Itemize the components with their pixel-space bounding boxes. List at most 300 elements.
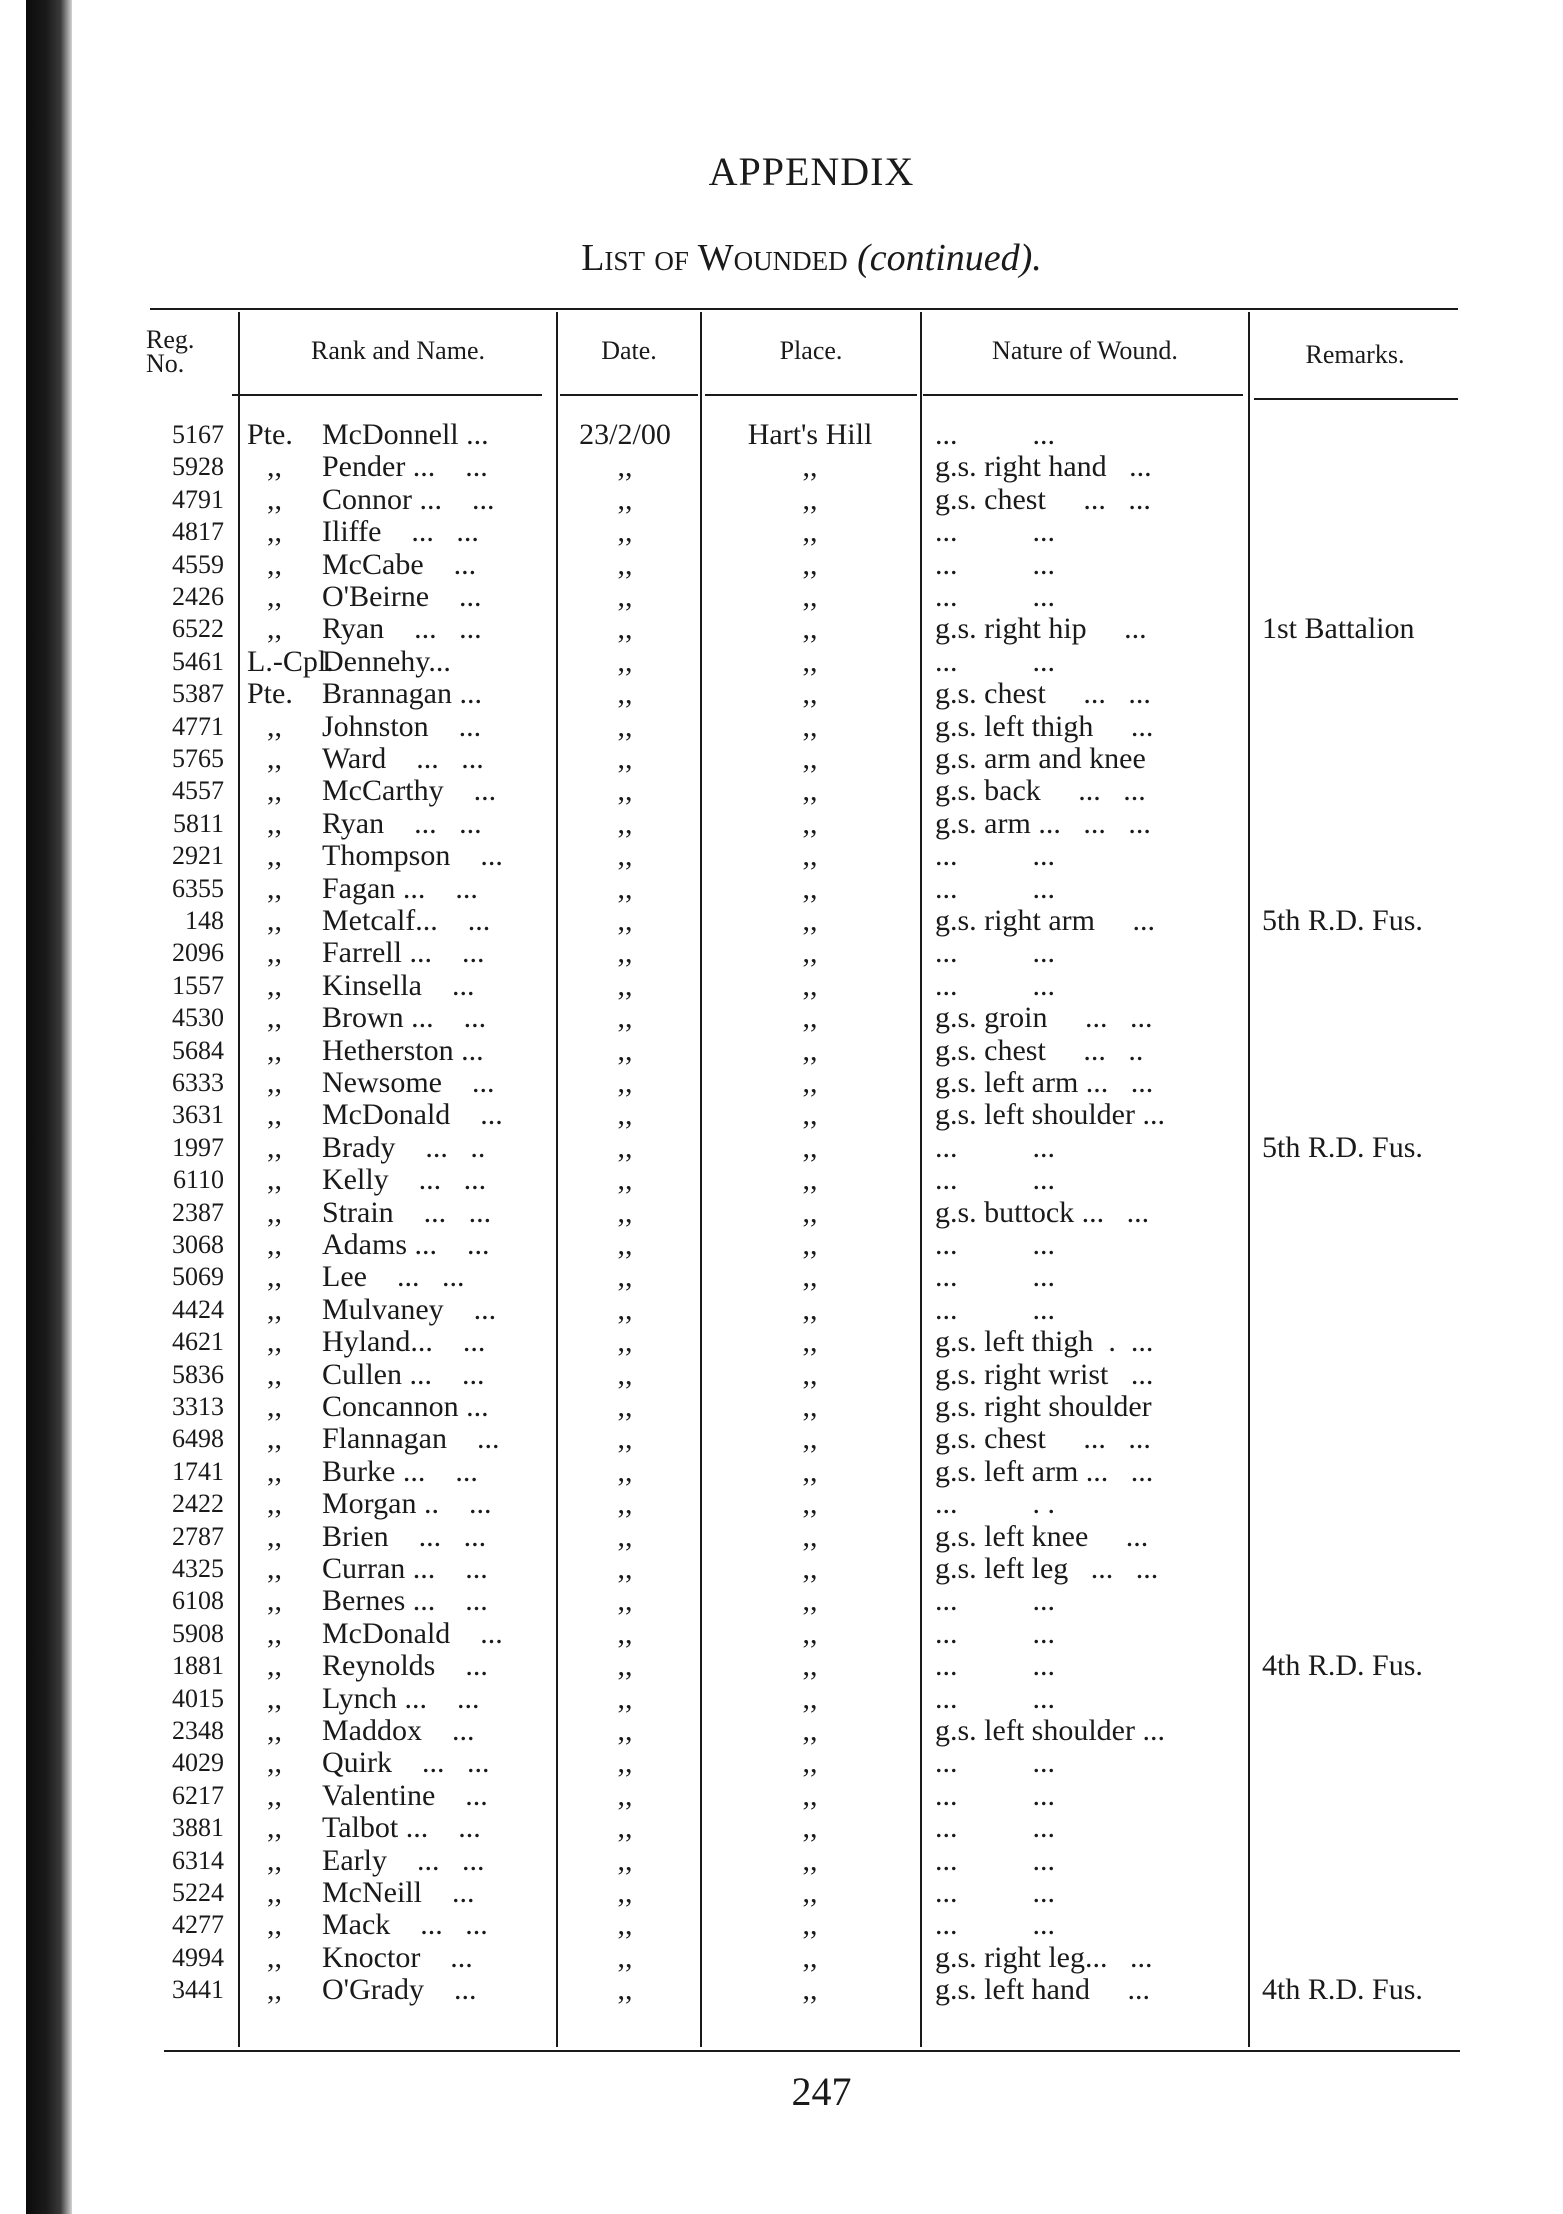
wound-cell: ... ... [935, 1130, 1055, 1164]
reg-cell: 5836 [172, 1359, 224, 1389]
name-cell: Brown ... ... [322, 1001, 487, 1035]
rank-cell: ,, [267, 1681, 282, 1715]
date-cell: ,, [617, 1098, 633, 1132]
date-cell: 23/2/00 [579, 418, 671, 451]
rank-cell: ,, [267, 806, 282, 840]
date-cell: ,, [617, 644, 633, 678]
wound-cell: ... ... [935, 1260, 1055, 1294]
wound-cell: ... ... [935, 1908, 1055, 1942]
wound-cell: g.s. right wrist ... [935, 1357, 1154, 1391]
date-cell: ,, [617, 1616, 633, 1650]
table-row [0, 1390, 1563, 1422]
wound-cell: ... ... [935, 1843, 1055, 1877]
reg-cell: 2921 [172, 841, 224, 871]
name-cell: Reynolds ... [322, 1649, 488, 1683]
reg-cell: 5811 [172, 808, 224, 838]
table-row [0, 1293, 1563, 1325]
wound-cell: g.s. left knee ... [935, 1519, 1149, 1553]
reg-cell: 2096 [172, 938, 224, 968]
date-cell: ,, [617, 677, 633, 711]
place-cell: ,, [802, 1487, 818, 1521]
name-cell: Maddox ... [322, 1714, 475, 1747]
rank-cell: ,, [267, 1940, 282, 1974]
rank-cell: ,, [267, 1519, 282, 1553]
reg-cell: 6108 [172, 1586, 224, 1616]
rank-cell: ,, [267, 1778, 282, 1812]
date-cell: ,, [617, 871, 633, 905]
date-cell: ,, [617, 709, 633, 743]
reg-cell: 3441 [172, 1975, 224, 2005]
table-row [0, 1584, 1563, 1616]
table-row [0, 1520, 1563, 1552]
rank-cell: ,, [267, 1552, 282, 1585]
date-cell: ,, [617, 1908, 633, 1942]
place-cell: Hart's Hill [747, 418, 873, 451]
name-cell: Morgan .. ... [322, 1487, 492, 1521]
wound-cell: g.s. groin ... ... [935, 1001, 1153, 1035]
name-cell: Newsome ... [322, 1066, 495, 1099]
reg-cell: 6110 [172, 1165, 224, 1195]
date-cell: ,, [617, 482, 633, 516]
reg-cell: 1557 [172, 970, 224, 1000]
header-place: Place. [779, 336, 843, 365]
table-row [0, 1649, 1563, 1681]
name-cell: Cullen ... ... [322, 1357, 485, 1391]
reg-cell: 4557 [172, 776, 224, 806]
reg-cell: 4791 [172, 484, 224, 514]
name-cell: Pender ... ... [322, 450, 488, 484]
table-row [0, 742, 1563, 774]
reg-cell: 2387 [172, 1197, 224, 1227]
name-cell: O'Grady ... [322, 1973, 477, 2007]
wound-cell: ... ... [935, 515, 1055, 549]
rank-cell: ,, [267, 742, 282, 775]
reg-cell: 4994 [172, 1942, 224, 1972]
name-cell: Ryan ... ... [322, 806, 482, 840]
table-row [0, 1001, 1563, 1033]
table-header-rule-place [705, 394, 917, 396]
name-cell: McDonald ... [322, 1098, 503, 1132]
wound-cell: g.s. chest ... .. [935, 1033, 1144, 1067]
remarks-cell: 4th R.D. Fus. [1262, 1973, 1423, 2007]
remarks-cell: 4th R.D. Fus. [1262, 1649, 1423, 1683]
place-cell: ,, [802, 1066, 818, 1099]
place-cell: ,, [802, 1681, 818, 1715]
rank-cell: ,, [267, 1973, 282, 2007]
rank-cell: Pte. [247, 677, 293, 711]
table-row [0, 839, 1563, 871]
rank-cell: ,, [267, 1033, 282, 1067]
header-nature-of-wound: Nature of Wound. [992, 336, 1178, 365]
wound-cell: ... ... [935, 968, 1055, 1002]
place-cell: ,, [802, 580, 818, 613]
table-row [0, 1325, 1563, 1357]
place-cell: ,, [802, 1876, 818, 1909]
table-row [0, 548, 1563, 580]
date-cell: ,, [617, 1422, 633, 1456]
table-row [0, 710, 1563, 742]
rank-cell: ,, [267, 1001, 282, 1035]
name-cell: Burke ... ... [322, 1454, 478, 1488]
name-cell: Flannagan ... [322, 1422, 500, 1456]
date-cell: ,, [617, 1033, 633, 1067]
reg-cell: 4325 [172, 1554, 224, 1583]
table-row [0, 1552, 1563, 1584]
place-cell: ,, [802, 1778, 818, 1812]
date-cell: ,, [617, 1195, 633, 1229]
rank-cell: ,, [267, 547, 282, 581]
date-cell: ,, [617, 515, 633, 549]
rank-cell: ,, [267, 1260, 282, 1294]
rank-cell: ,, [267, 1390, 282, 1423]
place-cell: ,, [802, 1195, 818, 1229]
name-cell: Curran ... ... [322, 1552, 488, 1585]
reg-cell: 6522 [172, 614, 224, 644]
name-cell: Ward ... ... [322, 742, 484, 775]
rank-cell: ,, [267, 1908, 282, 1942]
reg-cell: 5684 [172, 1035, 224, 1065]
reg-cell: 3881 [172, 1813, 224, 1843]
date-cell: ,, [617, 936, 633, 970]
header-remarks: Remarks. [1305, 340, 1405, 369]
wound-cell: g.s. left arm ... ... [935, 1066, 1154, 1099]
rank-cell: ,, [267, 1325, 282, 1359]
wound-cell: ... ... [935, 1163, 1055, 1197]
table-row [0, 1098, 1563, 1130]
subtitle-main: List of Wounded [581, 237, 848, 279]
name-cell: McCabe ... [322, 547, 477, 581]
table-top-rule [150, 308, 1458, 310]
table-row [0, 1876, 1563, 1908]
table-row [0, 1908, 1563, 1940]
place-cell: ,, [802, 612, 818, 646]
place-cell: ,, [802, 1584, 818, 1618]
table-row [0, 612, 1563, 644]
place-cell: ,, [802, 1390, 818, 1423]
table-row [0, 1131, 1563, 1163]
date-cell: ,, [617, 1778, 633, 1812]
table-row [0, 1455, 1563, 1487]
table-header-rule-wound [923, 394, 1243, 396]
place-cell: ,, [802, 1843, 818, 1877]
date-cell: ,, [617, 1001, 633, 1035]
wound-cell: g.s. left thigh . ... [935, 1325, 1154, 1359]
wound-cell: g.s. back ... ... [935, 774, 1146, 808]
rank-cell: ,, [267, 1163, 282, 1197]
place-cell: ,, [802, 1454, 818, 1488]
place-cell: ,, [802, 774, 818, 808]
date-cell: ,, [617, 1066, 633, 1099]
reg-cell: 5224 [172, 1878, 224, 1907]
table-row [0, 872, 1563, 904]
date-cell: ,, [617, 1973, 633, 2007]
place-cell: ,, [802, 1130, 818, 1164]
rank-cell: Pte. [247, 418, 293, 451]
rank-cell: ,, [267, 1811, 282, 1845]
name-cell: McCarthy ... [322, 774, 497, 808]
rank-cell: ,, [267, 1228, 282, 1261]
table-row [0, 1228, 1563, 1260]
place-cell: ,, [802, 1973, 818, 2007]
name-cell: Adams ... ... [322, 1228, 490, 1261]
date-cell: ,, [617, 1130, 633, 1164]
rank-cell: ,, [267, 1714, 282, 1747]
table-row [0, 1358, 1563, 1390]
place-cell: ,, [802, 1228, 818, 1261]
place-cell: ,, [802, 871, 818, 905]
wound-cell: ... ... [935, 1681, 1055, 1715]
name-cell: Talbot ... ... [322, 1811, 481, 1845]
name-cell: O'Beirne ... [322, 580, 482, 613]
wound-cell: ... ... [935, 1649, 1055, 1683]
rank-cell: ,, [267, 1066, 282, 1099]
reg-cell: 6498 [172, 1424, 224, 1454]
rank-cell: ,, [267, 1487, 282, 1521]
wound-cell: g.s. right leg... ... [935, 1940, 1153, 1974]
wound-cell: g.s. left shoulder ... [935, 1714, 1165, 1747]
name-cell: Concannon ... [322, 1390, 489, 1423]
name-cell: Iliffe ... ... [322, 515, 479, 549]
place-cell: ,, [802, 482, 818, 516]
reg-cell: 1997 [172, 1132, 224, 1162]
table-row [0, 450, 1563, 482]
name-cell: Thompson ... [322, 839, 503, 873]
date-cell: ,, [617, 580, 633, 613]
reg-cell: 5387 [172, 679, 224, 709]
reg-cell: 3631 [172, 1100, 224, 1130]
reg-cell: 3068 [172, 1230, 224, 1259]
date-cell: ,, [617, 450, 633, 484]
page-subtitle [0, 236, 1563, 280]
table-row [0, 1714, 1563, 1746]
wound-cell: ... ... [935, 1616, 1055, 1650]
page-number: 247 [791, 2069, 852, 2114]
table-row [0, 969, 1563, 1001]
rank-cell: ,, [267, 1292, 282, 1326]
reg-cell: 2422 [172, 1489, 224, 1519]
rank-cell: ,, [267, 1746, 282, 1780]
place-cell: ,, [802, 547, 818, 581]
name-cell: Kinsella ... [322, 968, 475, 1002]
table-row [0, 1682, 1563, 1714]
rank-cell: ,, [267, 1098, 282, 1132]
wound-cell: g.s. chest ... ... [935, 1422, 1151, 1456]
place-cell: ,, [802, 1033, 818, 1067]
wound-cell: ... ... [935, 1584, 1055, 1618]
place-cell: ,, [802, 1292, 818, 1326]
rank-cell: ,, [267, 1649, 282, 1683]
name-cell: Brien ... ... [322, 1519, 487, 1553]
table-row [0, 418, 1563, 450]
wound-cell: ... ... [935, 936, 1055, 970]
rank-cell: ,, [267, 709, 282, 743]
wound-cell: g.s. buttock ... ... [935, 1195, 1150, 1229]
date-cell: ,, [617, 1714, 633, 1747]
table-row [0, 1260, 1563, 1292]
reg-cell: 5167 [172, 420, 224, 449]
wound-cell: ... ... [935, 1228, 1055, 1261]
reg-cell: 1881 [172, 1651, 224, 1681]
place-cell: ,, [802, 1098, 818, 1132]
table-row [0, 904, 1563, 936]
reg-cell: 1741 [172, 1456, 224, 1486]
table-header-rule-remarks [1254, 398, 1458, 400]
wound-cell: g.s. left arm ... ... [935, 1454, 1154, 1488]
table-row [0, 645, 1563, 677]
reg-cell: 4771 [172, 711, 224, 741]
rank-cell: ,, [267, 774, 282, 808]
rank-cell: ,, [267, 1454, 282, 1488]
place-cell: ,, [802, 1163, 818, 1197]
place-cell: ,, [802, 936, 818, 970]
header-rank-name: Rank and Name. [310, 336, 485, 365]
rank-cell: ,, [267, 450, 282, 484]
rank-cell: ,, [267, 612, 282, 646]
table-header-rule-date [560, 394, 698, 396]
reg-cell: 5765 [172, 744, 224, 773]
page-title: APPENDIX [708, 149, 915, 194]
date-cell: ,, [617, 1843, 633, 1877]
reg-cell: 148 [185, 906, 224, 935]
remarks-cell: 1st Battalion [1262, 612, 1415, 646]
table-row [0, 936, 1563, 968]
date-cell: ,, [617, 1325, 633, 1359]
date-cell: ,, [617, 1681, 633, 1715]
wound-cell: g.s. right hand ... [935, 450, 1152, 484]
reg-cell: 6217 [172, 1780, 224, 1810]
date-cell: ,, [617, 1649, 633, 1683]
name-cell: McNeill ... [322, 1876, 475, 1909]
date-cell: ,, [617, 1811, 633, 1845]
date-cell: ,, [617, 839, 633, 873]
wound-cell: g.s. left hand ... [935, 1973, 1150, 2007]
wound-cell: ... ... [935, 839, 1055, 873]
place-cell: ,, [802, 904, 818, 937]
name-cell: Connor ... ... [322, 482, 495, 516]
table-row [0, 1034, 1563, 1066]
wound-cell: g.s. left thigh ... [935, 709, 1154, 743]
reg-cell: 5928 [172, 452, 224, 482]
date-cell: ,, [617, 1292, 633, 1326]
wound-cell: ... ... [935, 1876, 1055, 1909]
wound-cell: ... ... [935, 1292, 1055, 1326]
name-cell: Mulvaney ... [322, 1292, 497, 1326]
name-cell: McDonald ... [322, 1616, 503, 1650]
header-date: Date. [601, 336, 657, 365]
wound-cell: g.s. left shoulder ... [935, 1098, 1165, 1132]
reg-cell: 2787 [172, 1521, 224, 1551]
name-cell: Ryan ... ... [322, 612, 482, 646]
place-cell: ,, [802, 1616, 818, 1650]
date-cell: ,, [617, 1260, 633, 1294]
name-cell: Hyland... ... [322, 1325, 486, 1359]
reg-cell: 4029 [172, 1748, 224, 1778]
reg-cell: 5461 [172, 646, 224, 676]
date-cell: ,, [617, 1228, 633, 1261]
rank-cell: ,, [267, 871, 282, 905]
reg-cell: 5908 [172, 1618, 224, 1648]
place-cell: ,, [802, 450, 818, 484]
table-row [0, 1422, 1563, 1454]
date-cell: ,, [617, 1552, 633, 1585]
table-row [0, 1066, 1563, 1098]
table-bottom-rule [164, 2050, 1460, 2052]
reg-cell: 6355 [172, 873, 224, 903]
rank-cell: L.-Cpl. [247, 644, 334, 678]
date-cell: ,, [617, 904, 633, 937]
wound-cell: ... ... [935, 1778, 1055, 1812]
table-row [0, 1973, 1563, 2005]
place-cell: ,, [802, 1552, 818, 1585]
reg-cell: 6314 [172, 1845, 224, 1875]
subtitle-continued: (continued). [857, 237, 1042, 279]
wound-cell: ... ... [935, 547, 1055, 581]
table-row [0, 580, 1563, 612]
place-cell: ,, [802, 644, 818, 678]
reg-cell: 6333 [172, 1068, 224, 1097]
rank-cell: ,, [267, 1616, 282, 1650]
reg-cell: 4621 [172, 1327, 224, 1357]
table-row [0, 677, 1563, 709]
reg-cell: 2348 [172, 1716, 224, 1745]
place-cell: ,, [802, 1940, 818, 1974]
reg-cell: 5069 [172, 1262, 224, 1292]
wound-cell: g.s. chest ... ... [935, 482, 1151, 516]
place-cell: ,, [802, 1325, 818, 1359]
wound-cell: ... . . [935, 1487, 1055, 1521]
place-cell: ,, [802, 1649, 818, 1683]
rank-cell: ,, [267, 1130, 282, 1164]
reg-cell: 2426 [172, 582, 224, 611]
name-cell: Quirk ... ... [322, 1746, 490, 1780]
date-cell: ,, [617, 1487, 633, 1521]
date-cell: ,, [617, 1163, 633, 1197]
wound-cell: g.s. right shoulder [935, 1390, 1152, 1423]
remarks-cell: 5th R.D. Fus. [1262, 904, 1423, 937]
place-cell: ,, [802, 677, 818, 711]
place-cell: ,, [802, 1811, 818, 1845]
name-cell: Johnston ... [322, 709, 482, 743]
place-cell: ,, [802, 806, 818, 840]
table-row [0, 1941, 1563, 1973]
wound-cell: g.s. left leg ... ... [935, 1552, 1159, 1585]
place-cell: ,, [802, 1260, 818, 1294]
place-cell: ,, [802, 1714, 818, 1747]
wound-cell: ... ... [935, 644, 1055, 678]
remarks-cell: 5th R.D. Fus. [1262, 1130, 1423, 1164]
reg-cell: 3313 [172, 1392, 224, 1421]
reg-cell: 4530 [172, 1003, 224, 1033]
table-row [0, 1844, 1563, 1876]
rank-cell: ,, [267, 1584, 282, 1618]
wound-cell: g.s. right arm ... [935, 904, 1155, 937]
date-cell: ,, [617, 1357, 633, 1391]
place-cell: ,, [802, 1908, 818, 1942]
wound-cell: ... ... [935, 1811, 1055, 1845]
name-cell: Farrell ... ... [322, 936, 485, 970]
rank-cell: ,, [267, 515, 282, 549]
reg-cell: 4424 [172, 1294, 224, 1324]
wound-cell: ... ... [935, 871, 1055, 905]
table-row [0, 1487, 1563, 1519]
table-row [0, 1811, 1563, 1843]
name-cell: Valentine ... [322, 1778, 488, 1812]
date-cell: ,, [617, 774, 633, 808]
table-row [0, 1163, 1563, 1195]
table-row [0, 483, 1563, 515]
name-cell: Lynch ... ... [322, 1681, 480, 1715]
rank-cell: ,, [267, 968, 282, 1002]
